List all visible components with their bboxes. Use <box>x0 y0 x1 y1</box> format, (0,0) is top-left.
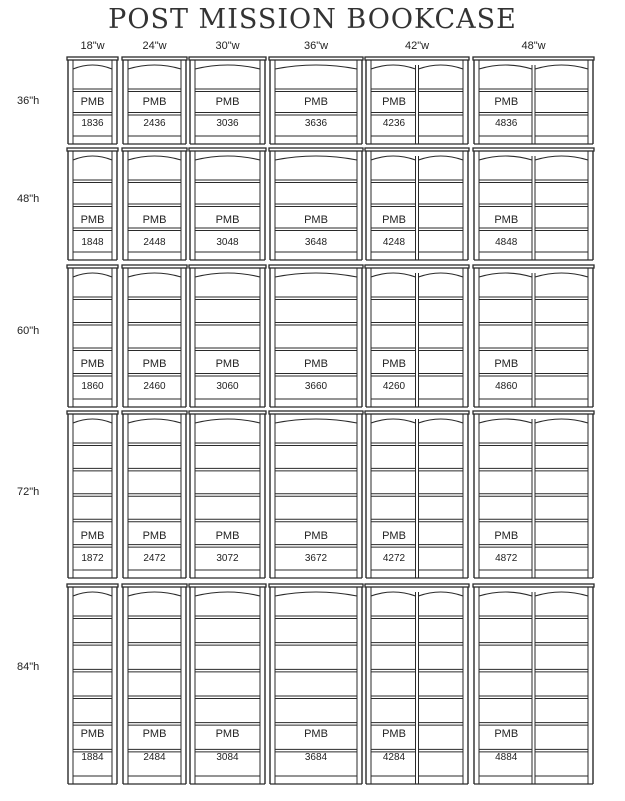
bookcase <box>365 584 469 784</box>
model-number: 3060 <box>216 381 239 392</box>
arched-apron <box>479 273 532 277</box>
width-label: 36"w <box>303 40 329 52</box>
height-label: 48"h <box>17 193 40 205</box>
bookcase <box>122 57 187 144</box>
arched-apron <box>535 273 588 277</box>
bookcase <box>269 265 363 407</box>
top-rail <box>67 57 118 60</box>
model-number: 4872 <box>495 553 518 564</box>
model-prefix: PMB <box>494 358 519 370</box>
arched-apron <box>73 592 112 596</box>
model-prefix: PMB <box>494 530 519 542</box>
bookcase <box>189 584 266 784</box>
arched-apron <box>275 592 357 596</box>
arched-apron <box>275 156 357 160</box>
bookcase <box>365 148 469 260</box>
model-prefix: PMB <box>494 96 519 108</box>
top-rail <box>365 148 469 151</box>
model-number: 3672 <box>304 553 328 564</box>
bookcase <box>67 148 118 260</box>
top-rail <box>269 584 363 587</box>
bookcase <box>269 148 363 260</box>
width-label: 18"w <box>80 40 105 52</box>
bookcase <box>269 411 363 578</box>
model-number: 1848 <box>81 237 104 248</box>
top-rail <box>189 148 266 151</box>
model-number: 2436 <box>143 118 166 129</box>
model-number: 3660 <box>304 381 328 392</box>
top-rail <box>122 411 187 414</box>
model-prefix: PMB <box>494 728 519 740</box>
model-number: 3036 <box>216 118 239 129</box>
arched-apron <box>479 419 532 423</box>
arched-apron <box>275 273 357 277</box>
model-prefix: PMB <box>142 530 167 542</box>
top-rail <box>365 584 469 587</box>
arched-apron <box>128 592 181 596</box>
top-rail <box>269 265 363 268</box>
model-prefix: PMB <box>215 214 240 226</box>
model-number: 4848 <box>495 237 518 248</box>
arched-apron <box>275 419 357 423</box>
height-label: 84"h <box>17 661 40 673</box>
top-rail <box>269 411 363 414</box>
top-rail <box>269 57 363 60</box>
model-prefix: PMB <box>382 728 406 740</box>
model-number: 2472 <box>143 553 166 564</box>
height-label: 72"h <box>17 486 40 498</box>
model-number: 4836 <box>495 118 518 129</box>
arched-apron <box>73 65 112 69</box>
arched-apron <box>128 273 181 277</box>
arched-apron <box>479 65 532 69</box>
bookcase <box>473 584 594 784</box>
model-number: 3072 <box>216 553 239 564</box>
arched-apron <box>419 419 464 423</box>
model-number: 2448 <box>143 237 166 248</box>
model-prefix: PMB <box>382 214 406 226</box>
bookcase <box>122 584 187 784</box>
top-rail <box>67 584 118 587</box>
model-prefix: PMB <box>80 96 105 108</box>
arched-apron <box>371 419 416 423</box>
height-label: 36"h <box>17 95 40 107</box>
model-prefix: PMB <box>142 214 167 226</box>
bookcase <box>122 411 187 578</box>
top-rail <box>473 148 594 151</box>
arched-apron <box>73 419 112 423</box>
arched-apron <box>128 65 181 69</box>
width-label: 30"w <box>215 40 240 52</box>
top-rail <box>189 57 266 60</box>
model-prefix: PMB <box>382 96 406 108</box>
bookcase <box>269 57 363 144</box>
arched-apron <box>195 273 260 277</box>
arched-apron <box>371 156 416 160</box>
top-rail <box>189 265 266 268</box>
arched-apron <box>535 419 588 423</box>
bookcase <box>67 265 118 407</box>
top-rail <box>473 584 594 587</box>
bookcase <box>189 148 266 260</box>
model-number: 4272 <box>382 553 406 564</box>
top-rail <box>122 148 187 151</box>
model-number: 1884 <box>81 752 104 763</box>
width-label: 42"w <box>404 40 430 52</box>
arched-apron <box>419 273 464 277</box>
top-rail <box>67 411 118 414</box>
top-rail <box>365 265 469 268</box>
model-number: 1860 <box>81 381 104 392</box>
top-rail <box>269 148 363 151</box>
model-prefix: PMB <box>215 530 240 542</box>
height-label: 60"h <box>17 325 40 337</box>
top-rail <box>67 148 118 151</box>
model-prefix: PMB <box>80 728 105 740</box>
arched-apron <box>195 65 260 69</box>
page-title: POST MISSION BOOKCASE <box>108 4 517 35</box>
model-prefix: PMB <box>142 728 167 740</box>
arched-apron <box>195 419 260 423</box>
arched-apron <box>371 273 416 277</box>
model-number: 3648 <box>304 237 328 248</box>
top-rail <box>189 584 266 587</box>
top-rail <box>473 57 594 60</box>
arched-apron <box>195 592 260 596</box>
model-number: 1872 <box>81 553 104 564</box>
model-number: 4860 <box>495 381 518 392</box>
model-number: 3048 <box>216 237 239 248</box>
bookcase <box>473 57 594 144</box>
model-prefix: PMB <box>382 358 406 370</box>
top-rail <box>473 265 594 268</box>
bookcase <box>122 148 187 260</box>
model-number: 3684 <box>304 752 328 763</box>
top-rail <box>365 57 469 60</box>
arched-apron <box>73 156 112 160</box>
model-prefix: PMB <box>382 530 406 542</box>
top-rail <box>122 265 187 268</box>
bookcase <box>365 57 469 144</box>
model-prefix: PMB <box>80 530 105 542</box>
arched-apron <box>419 592 464 596</box>
top-rail <box>122 57 187 60</box>
model-number: 4884 <box>495 752 518 763</box>
bookcase <box>365 265 469 407</box>
top-rail <box>122 584 187 587</box>
bookcase <box>122 265 187 407</box>
model-prefix: PMB <box>304 530 328 542</box>
arched-apron <box>371 592 416 596</box>
arched-apron <box>419 65 464 69</box>
width-label: 48"w <box>521 40 546 52</box>
model-number: 4236 <box>382 118 406 129</box>
model-prefix: PMB <box>142 358 167 370</box>
model-prefix: PMB <box>215 358 240 370</box>
bookcase <box>473 411 594 578</box>
arched-apron <box>419 156 464 160</box>
model-number: 2484 <box>143 752 166 763</box>
bookcase <box>365 411 469 578</box>
bookcase <box>189 265 266 407</box>
arched-apron <box>195 156 260 160</box>
model-number: 3636 <box>304 118 328 129</box>
arched-apron <box>479 156 532 160</box>
arched-apron <box>371 65 416 69</box>
model-number: 3084 <box>216 752 239 763</box>
arched-apron <box>479 592 532 596</box>
model-number: 4248 <box>382 237 406 248</box>
model-prefix: PMB <box>304 96 328 108</box>
bookcase <box>189 57 266 144</box>
bookcase <box>67 411 118 578</box>
model-number: 2460 <box>143 381 166 392</box>
top-rail <box>473 411 594 414</box>
bookcase <box>269 584 363 784</box>
model-prefix: PMB <box>304 728 328 740</box>
arched-apron <box>73 273 112 277</box>
arched-apron <box>128 156 181 160</box>
model-prefix: PMB <box>304 358 328 370</box>
model-prefix: PMB <box>80 214 105 226</box>
model-prefix: PMB <box>142 96 167 108</box>
bookcase <box>67 584 118 784</box>
model-number: 4284 <box>382 752 406 763</box>
top-rail <box>67 265 118 268</box>
arched-apron <box>535 592 588 596</box>
arched-apron <box>535 65 588 69</box>
bookcase <box>67 57 118 144</box>
arched-apron <box>275 65 357 69</box>
model-prefix: PMB <box>304 214 328 226</box>
model-prefix: PMB <box>215 728 240 740</box>
width-label: 24"w <box>142 40 167 52</box>
bookcase <box>473 148 594 260</box>
top-rail <box>365 411 469 414</box>
arched-apron <box>128 419 181 423</box>
top-rail <box>189 411 266 414</box>
model-prefix: PMB <box>215 96 240 108</box>
model-number: 1836 <box>81 118 104 129</box>
arched-apron <box>535 156 588 160</box>
model-prefix: PMB <box>80 358 105 370</box>
bookcase <box>189 411 266 578</box>
model-number: 4260 <box>382 381 406 392</box>
bookcase <box>473 265 594 407</box>
model-prefix: PMB <box>494 214 519 226</box>
